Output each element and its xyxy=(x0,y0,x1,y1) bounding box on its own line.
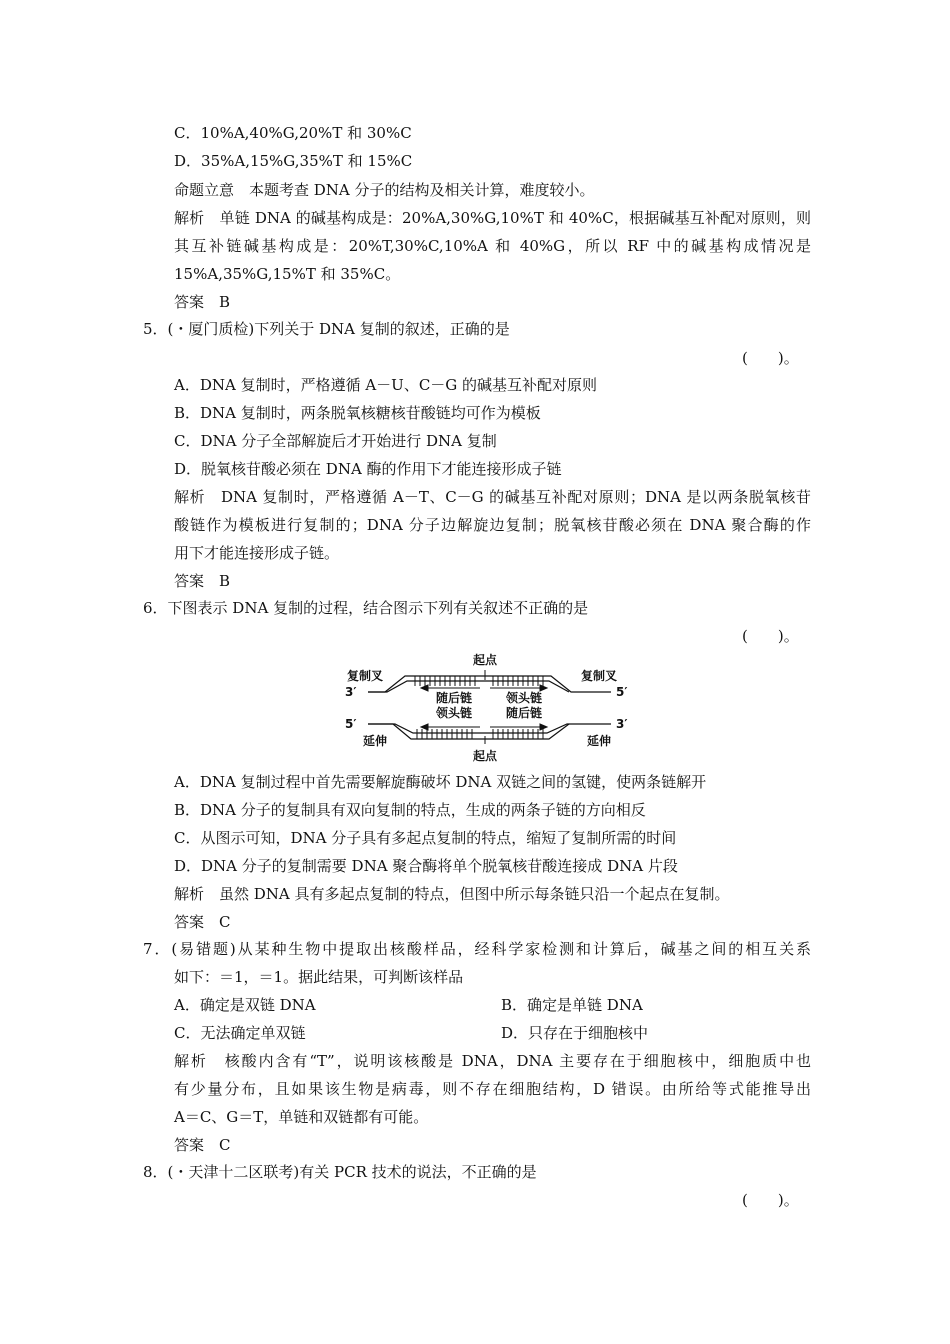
q6-analysis: 解析 虽然 DNA 具有多起点复制的特点，但图中所示每条链只沿一个起点在复制。 xyxy=(174,885,730,903)
strand-end-5-left: 5′ xyxy=(345,717,357,731)
leading-strand-label-top: 领头链 xyxy=(506,691,543,705)
q4-option-c: C．10%A,40%G,20%T 和 30%C xyxy=(174,124,412,142)
q5-answer-blank: ( )。 xyxy=(742,349,799,367)
q7-stem-line-2: 如下：＝1，＝1。据此结果，可判断该样品 xyxy=(174,968,464,986)
q5-option-d: D．脱氧核苷酸必须在 DNA 酶的作用下才能连接形成子链 xyxy=(174,460,562,478)
origin-label-bottom: 起点 xyxy=(473,749,498,762)
q5-option-c: C．DNA 分子全部解旋后才开始进行 DNA 复制 xyxy=(174,432,497,450)
strand-end-5-right: 5′ xyxy=(616,685,628,699)
q4-analysis-line-3: 15%A,35%G,15%T 和 35%C。 xyxy=(174,265,401,283)
q5-option-b: B．DNA 复制时，两条脱氧核糖核苷酸链均可作为模板 xyxy=(174,404,541,422)
q4-answer: 答案 B xyxy=(174,293,231,311)
q5-stem: 5．(・厦门质检)下列关于 DNA 复制的叙述，正确的是 xyxy=(143,320,510,338)
q7-answer: 答案 C xyxy=(174,1136,231,1154)
q6-option-d: D．DNA 分子的复制需要 DNA 聚合酶将单个脱氧核苷酸连接成 DNA 片段 xyxy=(174,857,678,875)
leading-strand-label-bottom: 领头链 xyxy=(436,706,473,720)
q4-option-d: D．35%A,15%G,35%T 和 15%C xyxy=(174,152,413,170)
strand-end-3-left: 3′ xyxy=(345,685,357,699)
q8-stem: 8．(・天津十二区联考)有关 PCR 技术的说法，不正确的是 xyxy=(143,1163,537,1181)
q5-analysis-line-2: 酸链作为模板进行复制的；DNA 分子边解旋边复制；脱氧核苷酸必须在 DNA 聚合酶的作 xyxy=(174,516,811,534)
q6-option-b: B．DNA 分子的复制具有双向复制的特点，生成的两条子链的方向相反 xyxy=(174,801,646,819)
dna-replication-diagram xyxy=(335,650,635,762)
q6-answer: 答案 C xyxy=(174,913,231,931)
q7-option-d: D．只存在于细胞核中 xyxy=(501,1024,649,1042)
q5-answer: 答案 B xyxy=(174,572,231,590)
q5-analysis-line-1: 解析 DNA 复制时，严格遵循 A－T、C－G 的碱基互补配对原则；DNA 是以两条脱氧核苷 xyxy=(174,488,811,506)
q7-stem-line-1: 7．(易错题)从某种生物中提取出核酸样品，经科学家检测和计算后，碱基之间的相互关系 xyxy=(143,940,811,958)
q6-answer-blank: ( )。 xyxy=(742,627,799,645)
q7-option-c: C．无法确定单双链 xyxy=(174,1024,306,1042)
q6-option-c: C．从图示可知，DNA 分子具有多起点复制的特点，缩短了复制所需的时间 xyxy=(174,829,677,847)
q6-option-a: A．DNA 复制过程中首先需要解旋酶破坏 DNA 双链之间的氢键，使两条链解开 xyxy=(174,773,707,791)
q5-option-a: A．DNA 复制时，严格遵循 A－U、C－G 的碱基互补配对原则 xyxy=(174,376,598,394)
q7-option-b: B．确定是单链 DNA xyxy=(501,996,643,1014)
q7-option-a: A．确定是双链 DNA xyxy=(174,996,316,1014)
q5-analysis-line-3: 用下才能连接形成子链。 xyxy=(174,544,340,562)
replication-fork-label-left: 复制叉 xyxy=(347,669,384,683)
lagging-strand-label-top: 随后链 xyxy=(436,691,473,705)
lagging-strand-label-bottom: 随后链 xyxy=(506,706,543,720)
extension-label-right: 延伸 xyxy=(587,734,612,748)
q8-answer-blank: ( )。 xyxy=(742,1191,799,1209)
extension-label-left: 延伸 xyxy=(363,734,388,748)
q4-intent: 命题立意 本题考查 DNA 分子的结构及相关计算，难度较小。 xyxy=(174,181,595,199)
origin-label-top: 起点 xyxy=(473,653,498,667)
q7-analysis-line-3: A＝C、G＝T，单链和双链都有可能。 xyxy=(174,1108,429,1126)
q6-stem: 6．下图表示 DNA 复制的过程，结合图示下列有关叙述不正确的是 xyxy=(143,599,589,617)
replication-fork-label-right: 复制叉 xyxy=(581,669,618,683)
q4-analysis-line-1: 解析 单链 DNA 的碱基构成是：20%A,30%G,10%T 和 40%C，根据碱基互补配对原则，则 xyxy=(174,209,811,227)
q4-analysis-line-2: 其互补链碱基构成是：20%T,30%C,10%A 和 40%G，所以 RF 中的碱基构成情况是 xyxy=(174,237,811,255)
q7-analysis-line-1: 解析 核酸内含有“T”，说明该核酸是 DNA，DNA 主要存在于细胞核中，细胞质中也 xyxy=(174,1052,811,1070)
strand-end-3-right: 3′ xyxy=(616,717,628,731)
q7-analysis-line-2: 有少量分布，且如果该生物是病毒，则不存在细胞结构，D 错误。由所给等式能推导出 xyxy=(174,1080,811,1098)
